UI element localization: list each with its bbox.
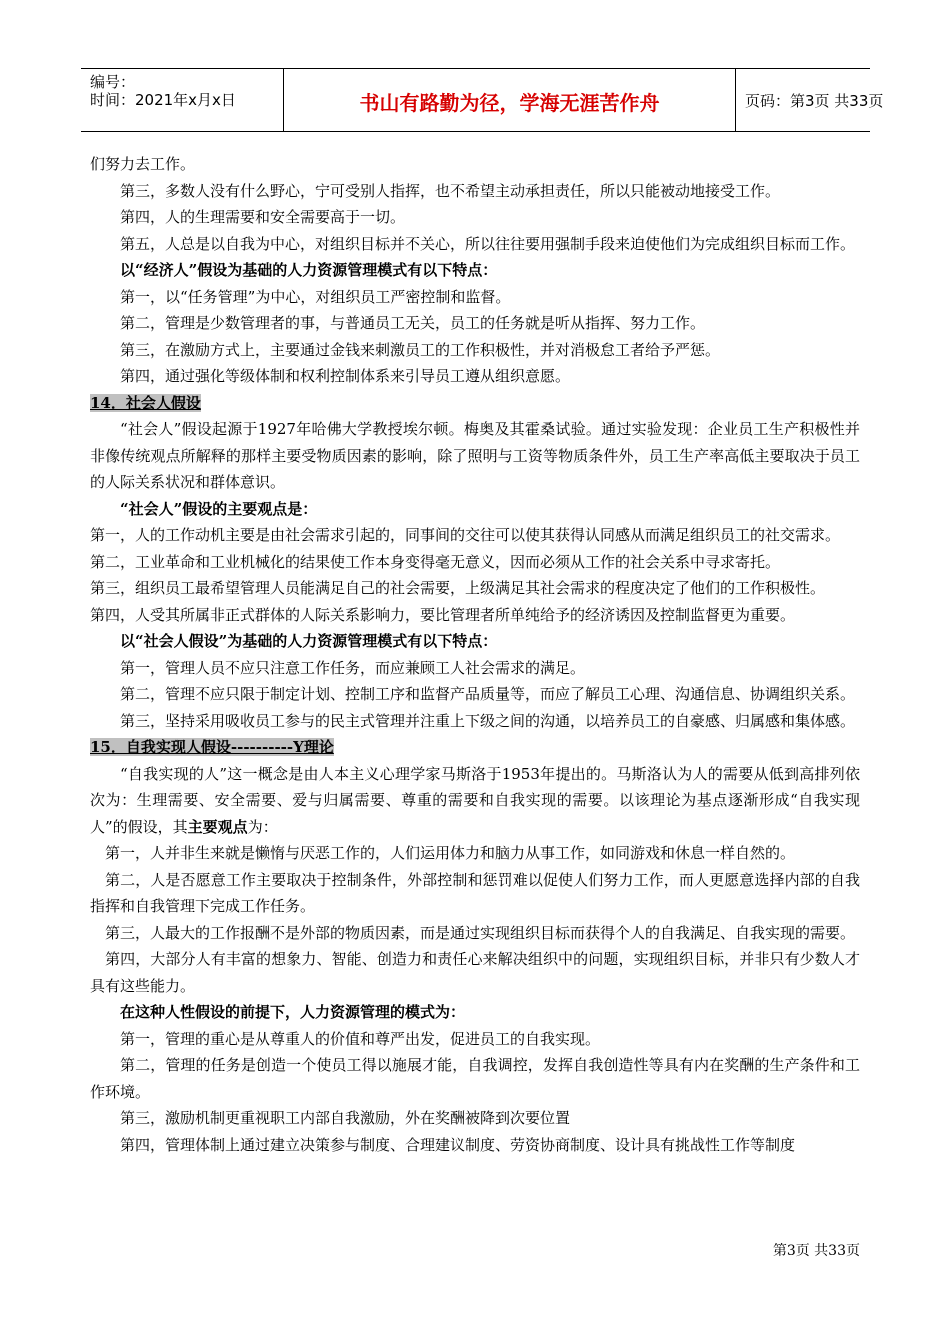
- paragraph: 第四，人受其所属非正式群体的人际关系影响力，要比管理者所单纯给予的经济诱因及控制监督更为重要。: [90, 605, 796, 624]
- header-page-info: 页码：第3页 共33页: [745, 92, 884, 110]
- paragraph: 第四，大部分人有丰富的想象力、智能、创造力和责任心来解决组织中的问题，实现组织目标，并非只有少数人才具有这些能力。: [90, 950, 860, 995]
- document-number-label: 编号：: [90, 73, 136, 91]
- subheading: “社会人”假设的主要观点是：: [120, 499, 318, 518]
- paragraph: 第四，通过强化等级体制和权利控制体系来引导员工遵从组织意愿。: [120, 367, 571, 385]
- paragraph: 第一，以“任务管理”为中心，对组织员工严密控制和监督。: [120, 287, 511, 306]
- paragraph: 第一，管理人员不应只注意工作任务，而应兼顾工人社会需求的满足。: [120, 658, 586, 677]
- paragraph: 第二，人是否愿意工作主要取决于控制条件，外部控制和惩罚难以促使人们努力工作，而人更愿意选择内部的自我指挥和自我管理下完成工作任务。: [90, 870, 860, 915]
- paragraph: 第二，管理的任务是创造一个使员工得以施展才能，自我调控，发挥自我创造性等具有内在奖酬的生产条件和工作环境。: [90, 1056, 860, 1101]
- paragraph: 第三，在激励方式上，主要通过金钱来刺激员工的工作积极性，并对消极怠工者给予严惩。: [120, 340, 721, 359]
- section-title: 14．社会人假设: [90, 393, 201, 412]
- paragraph: 第一，人的工作动机主要是由社会需求引起的，同事间的交往可以使其获得认同感从而满足组织员工的社交需求。: [90, 526, 841, 544]
- subheading: 以“经济人”假设为基础的人力资源管理模式有以下特点：: [120, 261, 498, 279]
- paragraph: 第一，人并非生来就是懒惰与厌恶工作的，人们运用体力和脑力从事工作，如同游戏和休息一样自然的。: [105, 844, 796, 862]
- subheading: 在这种人性假设的前提下，人力资源管理的模式为：: [120, 1003, 466, 1021]
- paragraph: 第四，管理体制上通过建立决策参与制度、合理建议制度、劳资协商制度、设计具有挑战性工作等制度: [120, 1135, 796, 1154]
- header-motto-cell: [283, 69, 736, 131]
- paragraph: 第三，组织员工最希望管理人员能满足自己的社会需要，上级满足其社会需求的程度决定了他们的工作积极性。: [90, 579, 826, 597]
- paragraph: 第二，工业革命和工业机械化的结果使工作本身变得毫无意义，因而必须从工作的社会关系中寻求寄托。: [90, 552, 781, 571]
- paragraph: 第三，人最大的工作报酬不是外部的物质因素，而是通过实现组织目标而获得个人的自我满足、自我实现的需要。: [105, 923, 856, 942]
- paragraph: “社会人”假设起源于1927年哈佛大学教授埃尔顿。梅奥及其霍桑试验。通过实验发现：企业员工生产积极性并非像传统观点所解释的那样主要受物质因素的影响，除了照明与工资等物质条件外，员工生产率高低主要取决于员工的人际关系状况和群体意识。: [90, 420, 860, 491]
- paragraph-text: “自我实现的人”这一概念是由人本主义心理学家马斯洛于1953年提出的。马斯洛认为人的需要从低到高排列依次为：生理需要、安全需要、爱与归属需要、尊重的需要和自我实现的需要。以该理论为基点逐渐形成“自我实现人”的假设，其: [90, 764, 860, 836]
- bold-term: 主要观点: [187, 817, 248, 836]
- paragraph: 第四，人的生理需要和安全需要高于一切。: [120, 208, 406, 226]
- section-heading-14: [90, 390, 860, 417]
- paragraph: 第三，坚持采用吸收员工参与的民主式管理并注重上下级之间的沟通，以培养员工的自豪感、归属感和集体感。: [120, 711, 856, 730]
- paragraph: [90, 761, 860, 841]
- section-heading-15: [90, 734, 860, 761]
- paragraph: 第二，管理是少数管理者的事，与普通员工无关，员工的任务就是听从指挥、努力工作。: [120, 314, 706, 332]
- section-title: 15．自我实现人假设----------Y理论: [90, 738, 334, 756]
- paragraph: 们努力去工作。: [90, 155, 196, 173]
- paragraph: 第一，管理的重心是从尊重人的价值和尊严出发，促进员工的自我实现。: [120, 1029, 601, 1048]
- header-left-cell: [81, 69, 283, 131]
- document-body: [90, 151, 860, 1158]
- subheading: 以“社会人假设”为基础的人力资源管理模式有以下特点：: [120, 632, 498, 650]
- paragraph-text: 为：: [247, 817, 278, 836]
- paragraph: 第三，多数人没有什么野心，宁可受别人指挥，也不希望主动承担责任，所以只能被动地接受工作。: [120, 181, 781, 200]
- header-motto: 书山有路勤为径，学海无涯苦作舟: [359, 91, 660, 115]
- paragraph: 第五，人总是以自我为中心，对组织目标并不关心，所以往往要用强制手段来迫使他们为完成组织目标而工作。: [120, 234, 856, 253]
- page-header: [81, 68, 884, 132]
- page-footer: 第3页 共33页: [772, 1243, 860, 1259]
- paragraph: 第二，管理不应只限于制定计划、控制工序和监督产品质量等，而应了解员工心理、沟通信息、协调组织关系。: [120, 685, 856, 703]
- header-page-cell: [735, 69, 884, 131]
- paragraph: 第三，激励机制更重视职工内部自我激励，外在奖酬被降到次要位置: [120, 1109, 571, 1127]
- document-date-label: 时间：2021年x月x日: [90, 91, 236, 109]
